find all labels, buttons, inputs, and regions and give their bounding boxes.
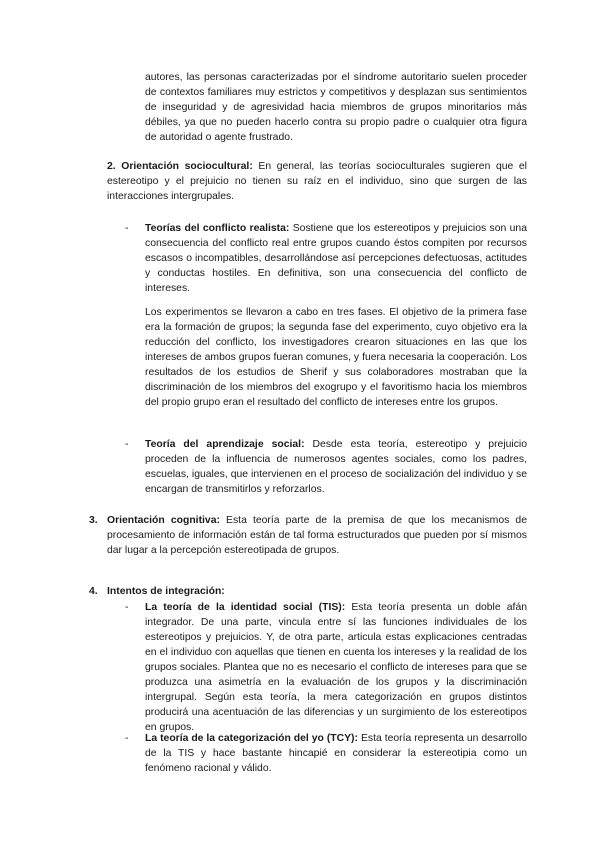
section-3-number: 3. [89,515,98,526]
bullet-dash: - [125,439,129,450]
item-aprendizaje-social [145,437,527,497]
item-text: Sostiene que los estereotipos y prejuicios son una consecuencia del conflicto real entre grupos cuando éstos compiten por recursos escasos o incompatibles, desarrollándose así percepciones defectuosas, actitudes y conductas hostiles. En definitiva, son una consecuencia del conflicto de intereses. [145,223,527,294]
intro-paragraph [145,70,527,145]
item-extra-text: Los experimentos se llevaron a cabo en tres fases. El objetivo de la primera fase era la formación de grupos; la segunda fase del experimento, cuyo objetivo era la reducción del conflicto, los investigadores crearon situaciones en las que los intereses de ambos grupos fueran comunes, y fuera necesaria la cooperación. Los resultados de los estudios de Sherif y sus colaboradores mostraban que la discriminación de los miembros del exogrupo y el favoritismo hacia los miembros del propio grupo eran el resultado del conflicto de intereses entre los grupos. [145,307,527,408]
item-text: Desde esta teoría, estereotipo y prejuicio proceden de la influencia de numerosos agentes sociales, como los padres, escuelas, iguales, que intervienen en el proceso de socialización del individuo y se encargan de transmitirlos y reforzarlos. [145,439,527,495]
section-3-title: Orientación cognitiva: [107,515,220,526]
section-3 [107,513,527,558]
item-title: Teorías del conflicto realista: [145,223,290,234]
section-4-title: Intentos de integración: [107,586,225,597]
intro-text: autores, las personas caracterizadas por el síndrome autoritario suelen proceder de contextos familiares muy estrictos y competitivos y desplazan sus sentimientos de inseguridad y de agresividad hacia miembros de grupos minoritarios más débiles, ya que no pueden hacerlo contra su propio padre o cualquier otra figura de autoridad o agente frustrado. [145,72,527,143]
item-title: Teoría del aprendizaje social: [145,439,305,450]
item-identidad-social [145,600,527,735]
section-2 [107,159,527,204]
bullet-dash: - [125,223,129,234]
item-text: Esta teoría presenta un doble afán integrador. De una parte, vincula entre sí las funciones individuales de los estereotipos y prejuicios. Y, de otra parte, articula estas explicaciones centradas en el individuo con aquellas que tienen en cuenta los intereses y la realidad de los grupos sociales. Plantea que no es necesario el conflicto de intereses para que se produzca una asimetría en la evaluación de los grupos y la discriminación intergrupal. Según esta teoría, la mera categorización en grupos distintos producirá una acentuación de las diferencias y un surgimiento de los estereotipos en grupos. [145,602,528,733]
section-3-text: Esta teoría parte de la premisa de que los mecanismos de procesamiento de información están de tal forma estructurados que pueden por sí mismos dar lugar a la percepción estereotipada de grupos. [107,515,527,556]
section-2-title: Orientación sociocultural: [121,161,253,172]
item-conflicto-realista [145,221,527,296]
bullet-dash: - [125,602,129,613]
item-conflicto-realista-extra [145,305,527,410]
item-title: La teoría de la identidad social (TIS): [145,602,346,613]
section-2-number: 2. [107,161,116,172]
bullet-dash: - [125,733,129,744]
section-2-text: En general, las teorías socioculturales sugieren que el estereotipo y el prejuicio no tienen su raíz en el individuo, sino que surgen de las interacciones intergrupales. [107,161,527,202]
item-text: Esta teoría representa un desarrollo de la TIS y hace bastante hincapié en considerar la estereotipia como un fenómeno racional y válido. [145,733,527,774]
section-4-number: 4. [89,586,98,597]
item-categorizacion-yo [145,731,527,776]
item-title: La teoría de la categorización del yo (TCY): [145,733,358,744]
